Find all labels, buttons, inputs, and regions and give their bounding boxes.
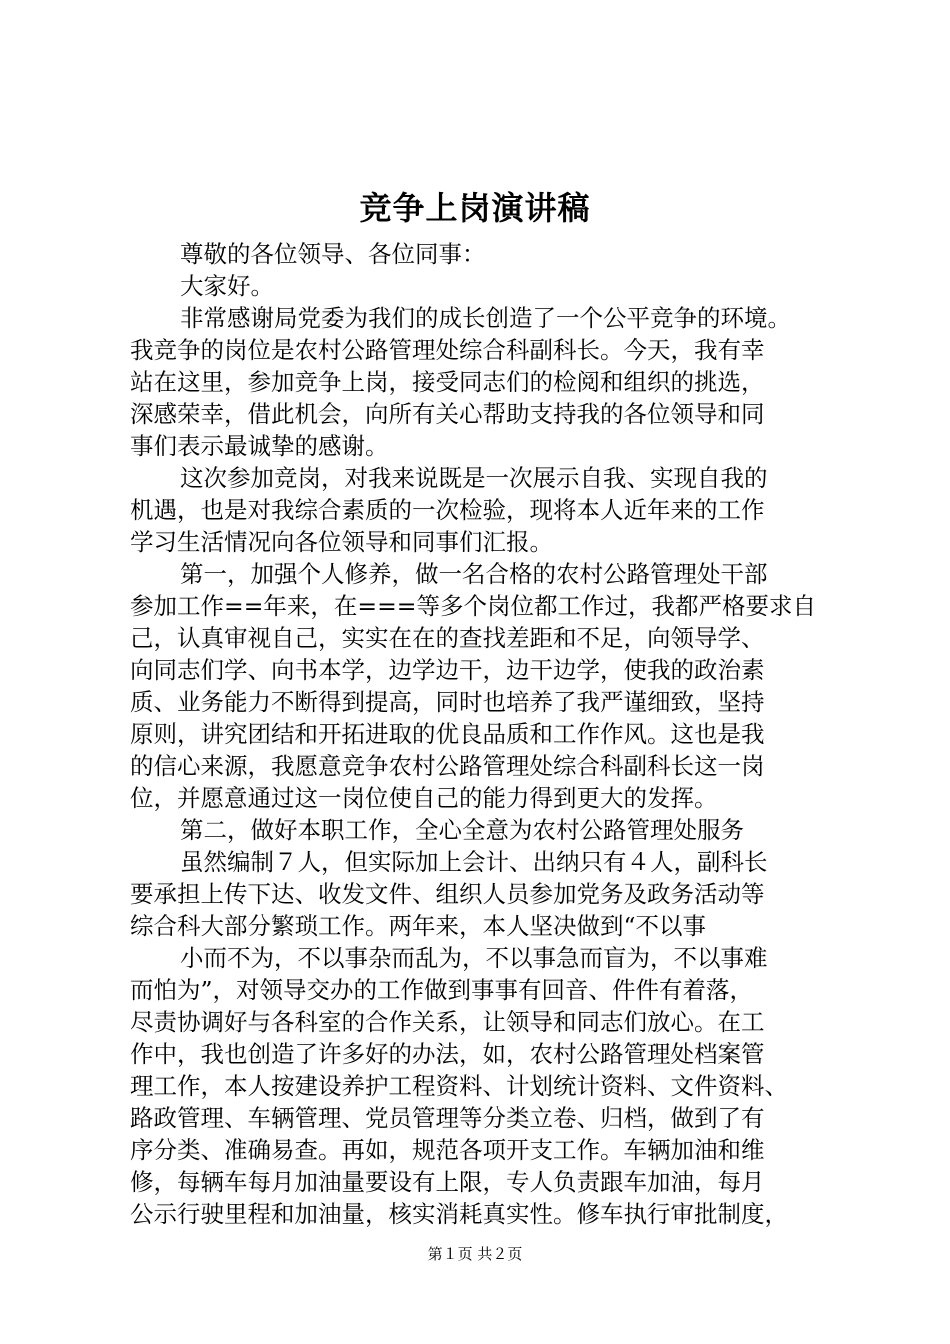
text-line: 序分类、准确易查。再如，规范各项开支工作。车辆加油和维	[130, 1136, 765, 1164]
text-line: 这次参加竞岗，对我来说既是一次展示自我、实现自我的	[180, 464, 768, 492]
text-line: 第二，做好本职工作，全心全意为农村公路管理处服务	[180, 816, 744, 844]
text-line: 小而不为，不以事杂而乱为，不以事急而盲为，不以事难	[180, 944, 768, 972]
text-line: 站在这里，参加竞争上岗，接受同志们的检阅和组织的挑选，	[130, 368, 765, 396]
text-line: 虽然编制７人，但实际加上会计、出纳只有４人，副科长	[180, 848, 768, 876]
text-line: 我竞争的岗位是农村公路管理处综合科副科长。今天，我有幸	[130, 336, 765, 364]
text-line: 质、业务能力不断得到提高，同时也培养了我严谨细致，坚持	[130, 688, 765, 716]
text-line: 己，认真审视自己，实实在在的查找差距和不足，向领导学、	[130, 624, 765, 652]
text-line: 机遇，也是对我综合素质的一次检验，现将本人近年来的工作	[130, 496, 765, 524]
text-line: 原则，讲究团结和开拓进取的优良品质和工作作风。这也是我	[130, 720, 765, 748]
text-line: 深感荣幸，借此机会，向所有关心帮助支持我的各位领导和同	[130, 400, 765, 428]
text-line: 大家好。	[180, 272, 274, 300]
text-line: 尽责协调好与各科室的合作关系，让领导和同志们放心。在工	[130, 1008, 765, 1036]
text-line: 路政管理、车辆管理、党员管理等分类立卷、归档，做到了有	[130, 1104, 765, 1132]
text-line: 修，每辆车每月加油量要设有上限，专人负责跟车加油，每月	[130, 1168, 765, 1196]
page-footer: 第１页 共２页	[427, 1245, 523, 1263]
text-line: 非常感谢局党委为我们的成长创造了一个公平竞争的环境。	[180, 304, 791, 332]
text-line: 要承担上传下达、收发文件、组织人员参加党务及政务活动等	[130, 880, 765, 908]
text-line: 作中，我也创造了许多好的办法，如，农村公路管理处档案管	[130, 1040, 765, 1068]
text-line: 的信心来源，我愿意竞争农村公路管理处综合科副科长这一岗	[130, 752, 765, 780]
text-line: 而怕为”，对领导交办的工作做到事事有回音、件件有着落，	[130, 976, 754, 1004]
text-line: 理工作，本人按建设养护工程资料、计划统计资料、文件资料、	[130, 1072, 788, 1100]
text-line: 综合科大部分繁琐工作。两年来，本人坚决做到“不以事	[130, 912, 707, 940]
text-line: 事们表示最诚挚的感谢。	[130, 432, 389, 460]
text-line: 参加工作==年来，在===等多个岗位都工作过，我都严格要求自	[130, 592, 816, 620]
text-line: 尊敬的各位领导、各位同事：	[180, 240, 486, 268]
text-line: 第一，加强个人修养，做一名合格的农村公路管理处干部	[180, 560, 768, 588]
text-line: 向同志们学、向书本学，边学边干，边干边学，使我的政治素	[130, 656, 765, 684]
document-body	[130, 238, 846, 1230]
text-line: 位，并愿意通过这一岗位使自己的能力得到更大的发挥。	[130, 784, 718, 812]
document-title: 竞争上岗演讲稿	[359, 189, 591, 227]
text-line: 公示行驶里程和加油量，核实消耗真实性。修车执行审批制度，	[130, 1200, 788, 1228]
text-line: 学习生活情况向各位领导和同事们汇报。	[130, 528, 553, 556]
